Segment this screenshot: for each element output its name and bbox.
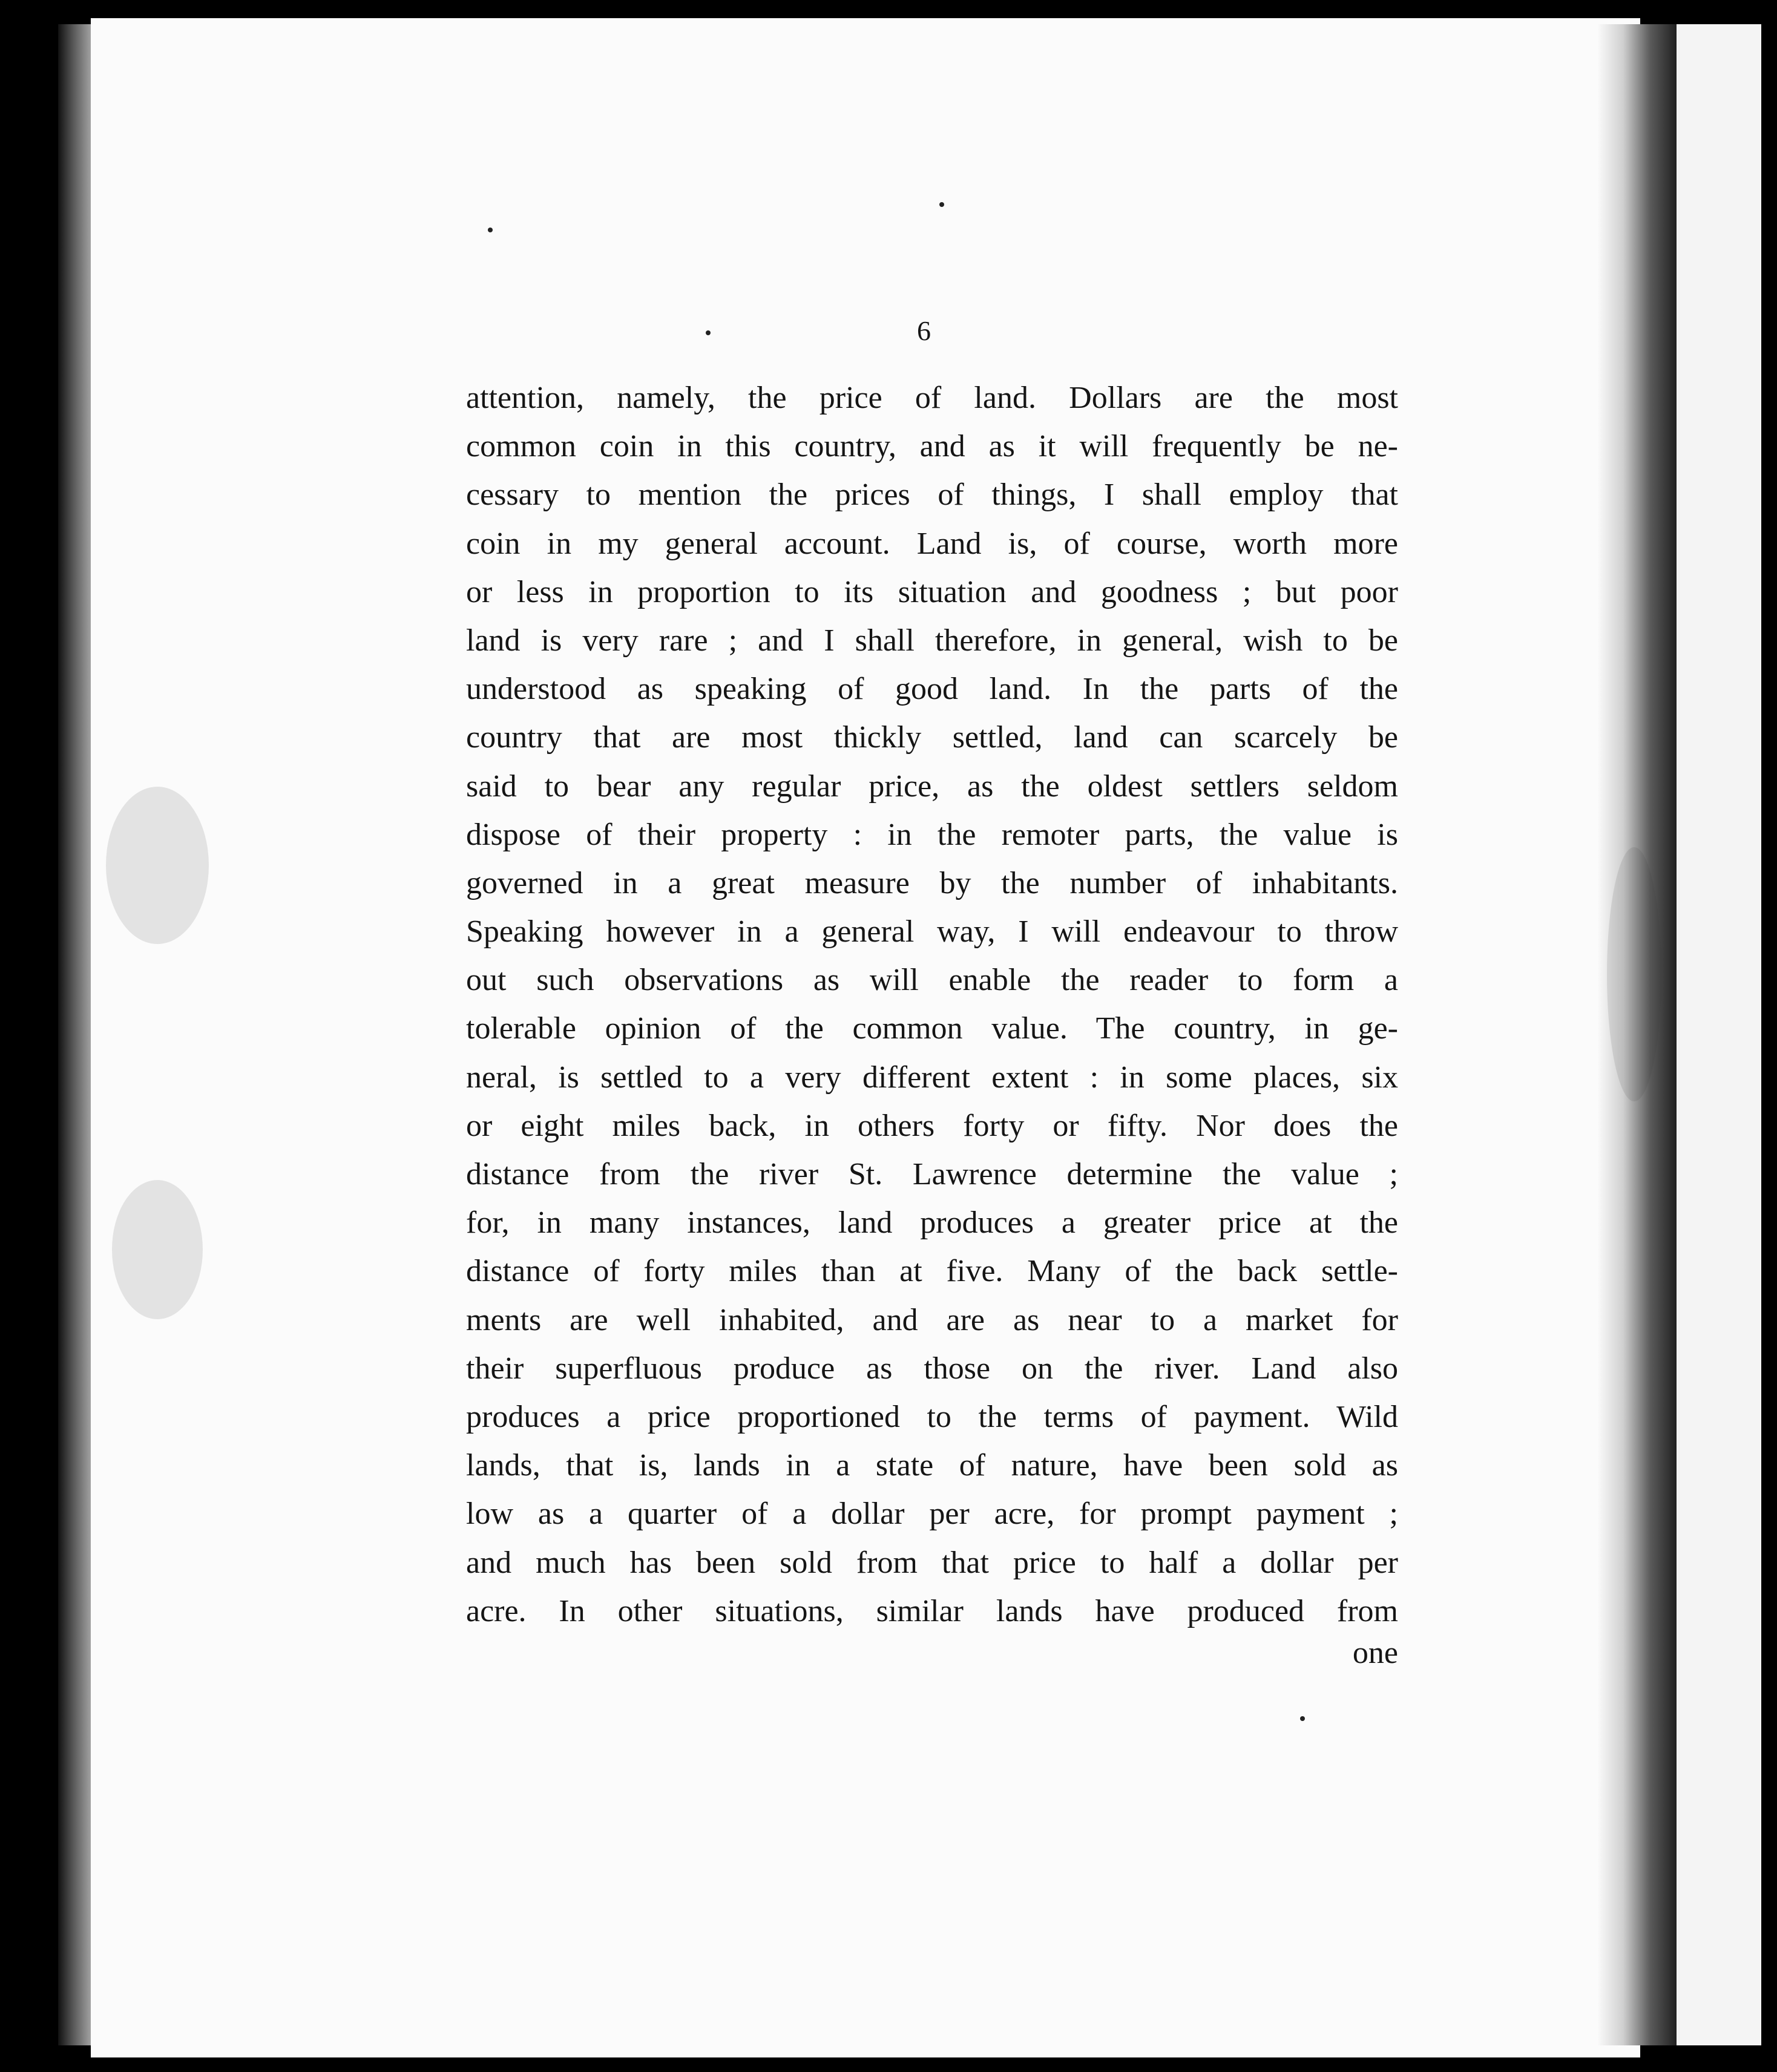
text-line: or less in proportion to its situation and goodness ; but poor (466, 574, 1398, 609)
text-line: coin in my general account. Land is, of course, worth more (466, 526, 1398, 561)
text-line: said to bear any regular price, as the oldest settlers seldom (466, 769, 1398, 804)
text-line: neral, is settled to a very different extent : in some places, six (466, 1060, 1398, 1095)
stain-mark (1607, 847, 1661, 1101)
text-line: Speaking however in a general way, I will endeavour to throw (466, 914, 1398, 949)
text-line: lands, that is, lands in a state of nature, have been sold as (466, 1448, 1398, 1483)
text-line: governed in a great measure by the number of inhabitants. (466, 865, 1398, 900)
text-line: low as a quarter of a dollar per acre, for prompt payment ; (466, 1497, 1398, 1532)
text-line: their superfluous produce as those on the river. Land also (466, 1351, 1398, 1386)
text-line: distance of forty miles than at five. Many of the back settle- (466, 1254, 1398, 1289)
text-line: country that are most thickly settled, land can scarcely be (466, 720, 1398, 755)
stain-mark (112, 1180, 203, 1319)
ink-speck (1300, 1716, 1305, 1721)
text-line: land is very rare ; and I shall therefore, in general, wish to be (466, 623, 1398, 658)
text-line: tolerable opinion of the common value. The country, in ge- (466, 1011, 1398, 1046)
next-page-edge (1677, 24, 1761, 2045)
text-line: dispose of their property : in the remoter parts, the value is (466, 817, 1398, 852)
text-line: and much has been sold from that price to half a dollar per (466, 1545, 1398, 1580)
text-line: cessary to mention the prices of things, I shall employ that (466, 477, 1398, 513)
text-line: out such observations as will enable the reader to form a (466, 963, 1398, 998)
text-line: ments are well inhabited, and are as near to a market for (466, 1302, 1398, 1337)
text-line: common coin in this country, and as it will frequently be ne- (466, 429, 1398, 464)
text-line: or eight miles back, in others forty or fifty. Nor does the (466, 1108, 1398, 1143)
ink-speck (939, 202, 944, 207)
text-line: distance from the river St. Lawrence determine the value ; (466, 1157, 1398, 1192)
body-text (466, 374, 1398, 1636)
text-line: for, in many instances, land produces a greater price at the (466, 1205, 1398, 1241)
text-line: acre. In other situations, similar lands have produced from (466, 1593, 1398, 1628)
ink-speck (706, 330, 711, 335)
ink-speck (488, 228, 493, 232)
text-line: produces a price proportioned to the terms of payment. Wild (466, 1399, 1398, 1434)
text-line: understood as speaking of good land. In the parts of the (466, 672, 1398, 707)
page-number: 6 (917, 315, 931, 346)
text-line: attention, namely, the price of land. Dollars are the most (466, 381, 1398, 415)
stain-mark (106, 787, 209, 944)
catchword: one (1352, 1636, 1398, 1670)
